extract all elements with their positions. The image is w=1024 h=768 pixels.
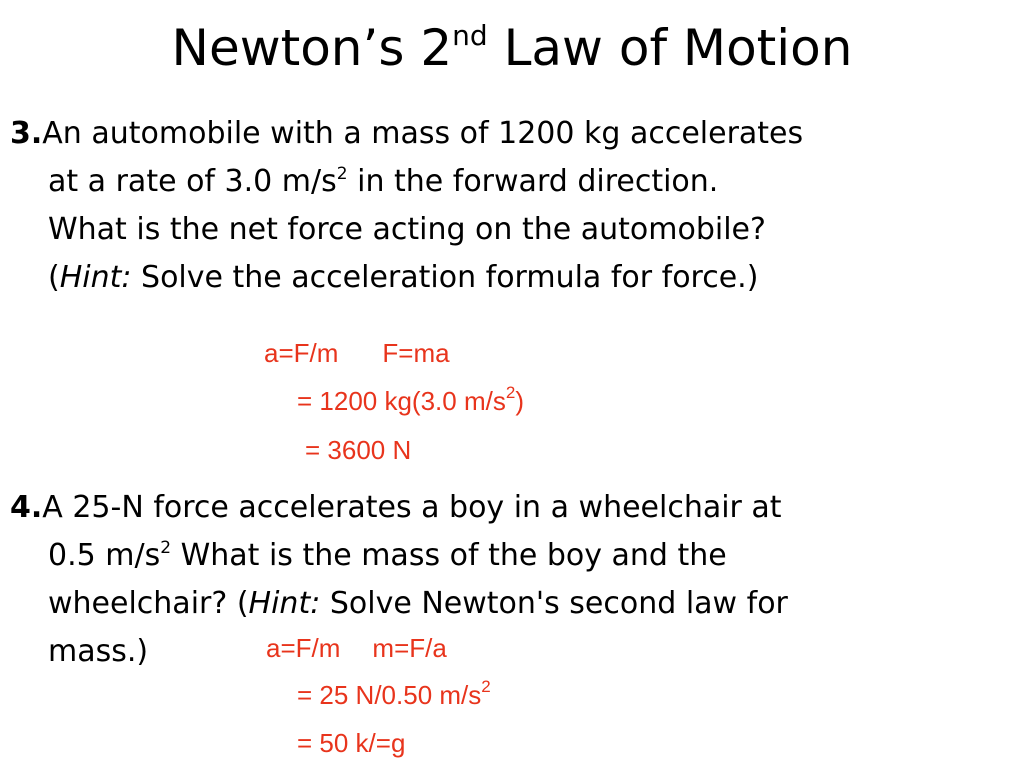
problem-3-paren: (	[48, 260, 60, 295]
problem-3-line-1	[10, 110, 1010, 158]
problem-4-text-3a: wheelchair? (	[48, 586, 249, 621]
solution-3-step-sup: 2	[505, 383, 516, 402]
solution-4-formula-2: m=F/a	[372, 633, 447, 663]
problem-4-line-4: mass.)	[48, 634, 149, 669]
slide-title	[0, 8, 1024, 88]
solution-3-step-close: )	[515, 386, 524, 416]
problem-4	[10, 484, 1010, 676]
problem-4-text-2a: 0.5 m/s	[48, 538, 161, 573]
solution-3-formula	[264, 333, 450, 373]
solution-3-step	[297, 381, 524, 421]
problem-3-number: 3.	[10, 116, 43, 151]
problem-4-line-3	[10, 580, 1010, 628]
solution-4-result: = 50 k/=g	[297, 728, 406, 758]
problem-3-line-3: What is the net force acting on the automobile?	[48, 212, 766, 247]
problem-4-line-2	[10, 532, 1010, 580]
problem-3-text-2a: at a rate of 3.0 m/s	[48, 164, 337, 199]
problem-4-text-3b: Solve Newton's second law for	[320, 586, 788, 621]
problem-4-hint-label: Hint:	[248, 586, 321, 621]
title-rest: Law of Motion	[487, 19, 853, 77]
solution-4-formula	[266, 628, 447, 668]
problem-3	[10, 110, 1010, 302]
solution-3-formula-1: a=F/m	[264, 338, 339, 368]
solution-4-step-sup: 2	[481, 677, 491, 696]
problem-3-hint-label: Hint:	[59, 260, 132, 295]
title-main: Newton’s 2	[171, 19, 453, 77]
solution-4-step	[297, 675, 491, 715]
problem-3-hint-text: Solve the acceleration formula for force.)	[131, 260, 759, 295]
problem-4-text-2b: What is the mass of the boy and the	[171, 538, 727, 573]
problem-3-text-1: An automobile with a mass of 1200 kg accelerates	[42, 116, 804, 151]
solution-3-formula-2: F=ma	[382, 338, 450, 368]
solution-4-formula-1: a=F/m	[266, 633, 341, 663]
problem-4-number: 4.	[10, 490, 43, 525]
problem-3-text-2b: in the forward direction.	[347, 164, 719, 199]
problem-3-line-4	[10, 254, 1010, 302]
problem-4-text-1: A 25-N force accelerates a boy in a wheelchair at	[42, 490, 782, 525]
problem-3-sup: 2	[336, 164, 348, 184]
problem-3-line-2	[10, 158, 1010, 206]
title-superscript: nd	[452, 19, 488, 52]
problem-4-line-1	[10, 484, 1010, 532]
solution-4-step-text: = 25 N/0.50 m/s	[297, 680, 482, 710]
solution-3-result: = 3600 N	[305, 435, 412, 465]
problem-4-sup: 2	[160, 538, 172, 558]
solution-3-step-text: = 1200 kg(3.0 m/s	[297, 386, 506, 416]
